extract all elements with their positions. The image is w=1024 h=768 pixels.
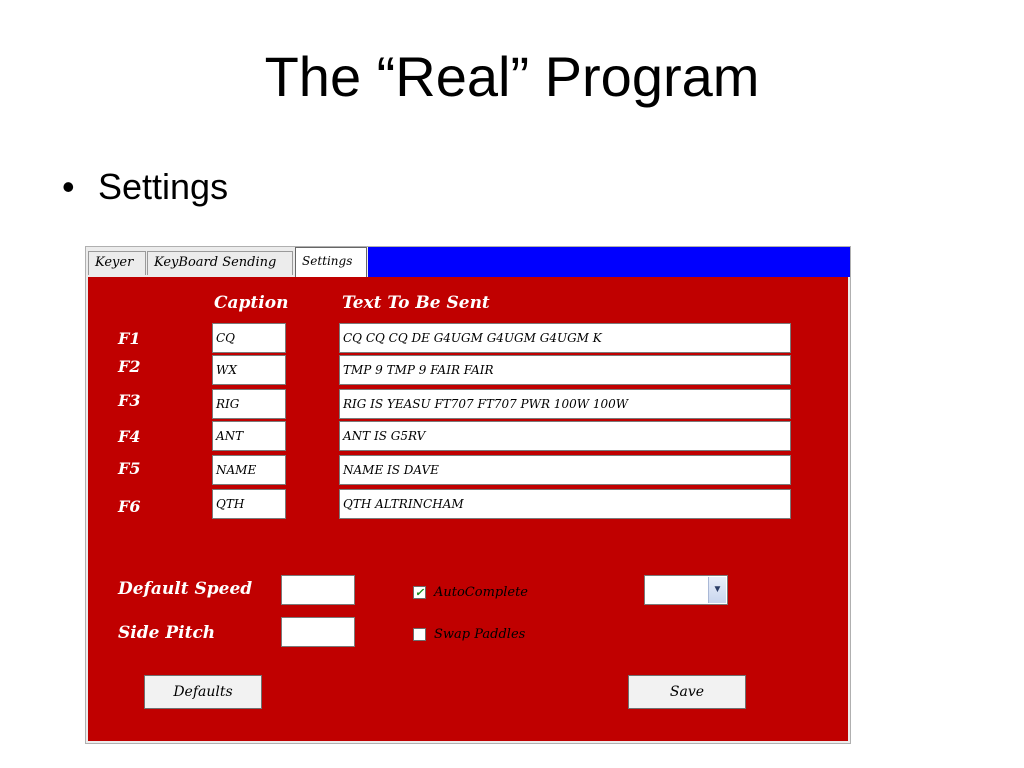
autocomplete-checkbox[interactable] [413, 586, 426, 599]
macro-caption-field[interactable]: NAME [212, 455, 286, 485]
bullet-text: Settings [98, 166, 229, 207]
default-speed-label: Default Speed [118, 579, 253, 599]
bullet-symbol: • [62, 166, 75, 207]
defaults-button[interactable]: Defaults [144, 675, 262, 709]
macro-caption-field[interactable]: WX [212, 355, 286, 385]
macro-caption-field[interactable]: CQ [212, 323, 286, 353]
autocomplete-label: AutoComplete [434, 585, 529, 600]
bullet-item [62, 166, 228, 208]
settings-panel [88, 277, 848, 741]
default-speed-input[interactable] [281, 575, 355, 605]
caption-column-header: Caption [214, 293, 289, 313]
macro-text-field[interactable]: TMP 9 TMP 9 FAIR FAIR [339, 355, 791, 385]
macro-text-field[interactable]: CQ CQ CQ DE G4UGM G4UGM G4UGM K [339, 323, 791, 353]
macro-caption-field[interactable]: QTH [212, 489, 286, 519]
tab-strip [86, 247, 850, 277]
swap-paddles-option[interactable] [413, 627, 525, 642]
macro-key-label: F5 [118, 459, 141, 478]
macro-text-field[interactable]: RIG IS YEASU FT707 FT707 PWR 100W 100W [339, 389, 791, 419]
autocomplete-option[interactable] [413, 585, 528, 600]
macro-key-label: F3 [118, 391, 141, 410]
swap-paddles-checkbox[interactable] [413, 628, 426, 641]
check-icon: ✓ [414, 586, 425, 599]
macro-key-label: F1 [118, 329, 141, 348]
tab-settings[interactable]: Settings [295, 247, 367, 277]
side-pitch-label: Side Pitch [118, 623, 216, 643]
side-pitch-input[interactable] [281, 617, 355, 647]
save-button[interactable]: Save [628, 675, 746, 709]
text-column-header: Text To Be Sent [342, 293, 490, 313]
macro-text-field[interactable]: ANT IS G5RV [339, 421, 791, 451]
tab-keyboard-sending[interactable]: KeyBoard Sending [147, 251, 293, 275]
macro-caption-field[interactable]: RIG [212, 389, 286, 419]
app-window [85, 246, 851, 744]
macro-text-field[interactable]: NAME IS DAVE [339, 455, 791, 485]
macro-key-label: F4 [118, 427, 141, 446]
chevron-down-icon[interactable]: ▼ [708, 577, 726, 603]
macro-text-field[interactable]: QTH ALTRINCHAM [339, 489, 791, 519]
tab-strip-fill [368, 247, 850, 277]
swap-paddles-label: Swap Paddles [434, 627, 526, 642]
slide-title: The “Real” Program [264, 45, 760, 108]
tab-keyer[interactable]: Keyer [88, 251, 146, 275]
macro-key-label: F6 [118, 497, 141, 516]
macro-caption-field[interactable]: ANT [212, 421, 286, 451]
settings-dropdown[interactable] [644, 575, 728, 605]
macro-key-label: F2 [118, 357, 141, 376]
